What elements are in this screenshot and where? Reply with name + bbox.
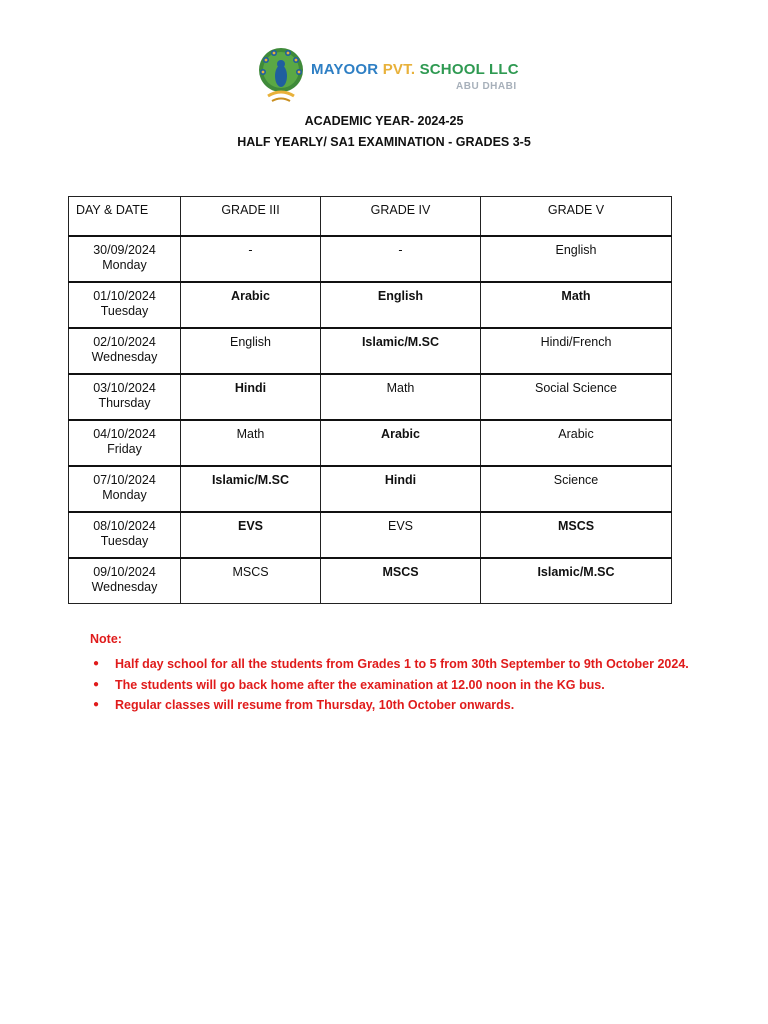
table-row (69, 512, 672, 558)
date-cell (69, 328, 181, 374)
exam-date: 30/09/2024 (93, 243, 156, 257)
table-header-row (69, 197, 672, 237)
bullet-icon: ● (93, 678, 100, 690)
header-grade-3: GRADE III (181, 197, 321, 237)
grade-4-subject: - (321, 236, 481, 282)
exam-date: 07/10/2024 (93, 473, 156, 487)
grade-4-subject: Arabic (321, 420, 481, 466)
grade-5-subject: Science (481, 466, 672, 512)
grade-5-subject: Math (481, 282, 672, 328)
school-name (311, 61, 519, 78)
exam-date: 02/10/2024 (93, 335, 156, 349)
note-list (90, 654, 690, 716)
grade-5-subject: Hindi/French (481, 328, 672, 374)
table-row (69, 558, 672, 604)
school-name-part2: PVT. (382, 61, 416, 78)
grade-5-subject: MSCS (481, 512, 672, 558)
academic-year-heading: ACADEMIC YEAR- 2024-25 (304, 114, 464, 128)
grade-4-subject: Math (321, 374, 481, 420)
grade-5-subject: Islamic/M.SC (481, 558, 672, 604)
grade-4-subject: English (321, 282, 481, 328)
exam-date: 03/10/2024 (93, 381, 156, 395)
grade-4-subject: Hindi (321, 466, 481, 512)
exam-date: 08/10/2024 (93, 519, 156, 533)
note-text: Half day school for all the students from Grades 1 to 5 from 30th September to 9th October 2024. (115, 657, 689, 671)
exam-title-heading: HALF YEARLY/ SA1 EXAMINATION - GRADES 3-5 (237, 135, 531, 149)
table-row (69, 466, 672, 512)
grade-5-subject: English (481, 236, 672, 282)
grade-3-subject: Islamic/M.SC (181, 466, 321, 512)
bullet-icon: ● (93, 658, 100, 669)
grade-4-subject: Islamic/M.SC (321, 328, 481, 374)
grade-5-subject: Arabic (481, 420, 672, 466)
exam-date: 09/10/2024 (93, 565, 156, 579)
peacock-logo-icon (256, 46, 306, 104)
grade-3-subject: - (181, 236, 321, 282)
date-cell (69, 420, 181, 466)
header-grade-5: GRADE V (481, 197, 672, 237)
exam-day: Tuesday (100, 534, 149, 548)
list-item (93, 654, 690, 675)
school-logo (256, 46, 519, 104)
header-grade-4: GRADE IV (321, 197, 481, 237)
school-city: ABU DHABI (456, 81, 517, 92)
note-text: The students will go back home after the examination at 12.00 noon in the KG bus. (115, 677, 605, 692)
exam-day: Friday (107, 442, 142, 456)
table-row (69, 374, 672, 420)
date-cell (69, 558, 181, 604)
exam-day: Thursday (98, 396, 151, 410)
table-row (69, 420, 672, 466)
list-item (93, 695, 690, 716)
grade-3-subject: EVS (181, 512, 321, 558)
grade-3-subject: Hindi (181, 374, 321, 420)
exam-day: Tuesday (100, 304, 149, 318)
bullet-icon: ● (93, 699, 100, 710)
date-cell (69, 236, 181, 282)
date-cell (69, 282, 181, 328)
exam-day: Monday (102, 488, 147, 502)
grade-3-subject: Arabic (181, 282, 321, 328)
exam-day: Monday (102, 258, 147, 272)
header-day-date: DAY & DATE (69, 197, 181, 237)
exam-date: 04/10/2024 (93, 427, 156, 441)
table-row (69, 236, 672, 282)
date-cell (69, 512, 181, 558)
school-name-part1: MAYOOR (311, 61, 379, 78)
date-cell (69, 466, 181, 512)
exam-day: Wednesday (91, 580, 158, 594)
exam-date: 01/10/2024 (93, 289, 156, 303)
date-cell (69, 374, 181, 420)
grade-4-subject: MSCS (321, 558, 481, 604)
table-row (69, 282, 672, 328)
note-title: Note: (90, 632, 122, 646)
grade-3-subject: MSCS (181, 558, 321, 604)
note-section (90, 632, 690, 716)
note-text: Regular classes will resume from Thursday, 10th October onwards. (115, 698, 515, 712)
exam-schedule-table (68, 196, 672, 604)
grade-3-subject: Math (181, 420, 321, 466)
table-row (69, 328, 672, 374)
grade-5-subject: Social Science (481, 374, 672, 420)
exam-day: Wednesday (91, 350, 158, 364)
school-name-part3: SCHOOL LLC (419, 61, 519, 78)
list-item (93, 675, 690, 696)
grade-4-subject: EVS (321, 512, 481, 558)
grade-3-subject: English (181, 328, 321, 374)
